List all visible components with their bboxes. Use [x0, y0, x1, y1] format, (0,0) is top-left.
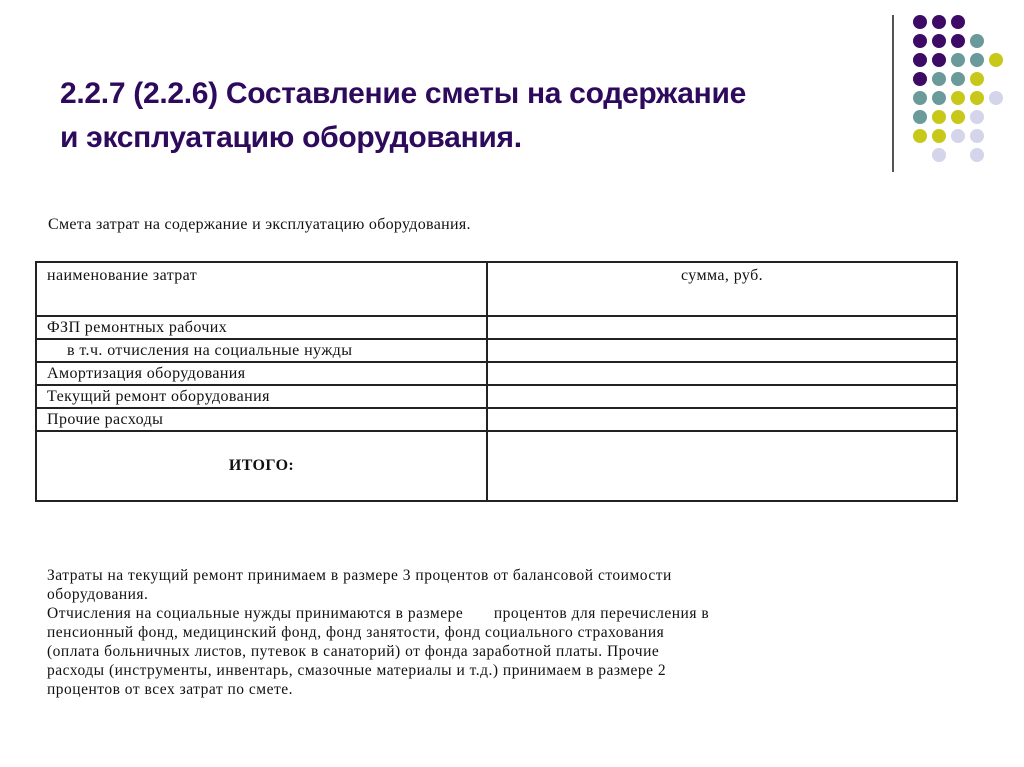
dot-icon	[932, 34, 946, 48]
table-row	[36, 408, 957, 431]
row-name: Текущий ремонт оборудования	[36, 385, 487, 408]
row-name: в т.ч. отчисления на социальные нужды	[36, 339, 487, 362]
total-value	[487, 431, 957, 501]
dot-icon	[913, 110, 927, 124]
dot-icon	[989, 91, 1003, 105]
decorative-divider	[892, 15, 894, 172]
dot-icon	[932, 53, 946, 67]
row-value	[487, 362, 957, 385]
note-line: оборудования.	[47, 586, 149, 603]
dot-icon	[970, 110, 984, 124]
dot-icon	[932, 91, 946, 105]
note-line: пенсионный фонд, медицинский фонд, фонд занятости, фонд социального страхования	[47, 624, 665, 641]
dot-icon	[932, 148, 946, 162]
row-value	[487, 339, 957, 362]
dot-icon	[951, 53, 965, 67]
dot-icon	[970, 53, 984, 67]
note-line: (оплата больничных листов, путевок в санаторий) от фонда заработной платы. Прочие	[47, 643, 660, 660]
dot-icon	[913, 34, 927, 48]
dot-icon	[913, 129, 927, 143]
dot-icon	[970, 34, 984, 48]
header-cost-name: наименование затрат	[36, 262, 487, 316]
dot-icon	[951, 110, 965, 124]
slide-title-line-1: 2.2.7 (2.2.6) Составление сметы на содержание	[60, 77, 747, 110]
dot-icon	[913, 53, 927, 67]
table-total-row	[36, 431, 957, 501]
dot-icon	[913, 15, 927, 29]
dot-icon	[932, 15, 946, 29]
dot-icon	[970, 91, 984, 105]
dot-icon	[970, 72, 984, 86]
dot-icon	[932, 110, 946, 124]
dot-icon	[951, 72, 965, 86]
slide-title	[60, 72, 880, 160]
cost-estimate-table	[35, 261, 958, 502]
row-value	[487, 316, 957, 339]
table-row	[36, 385, 957, 408]
dot-icon	[970, 129, 984, 143]
row-name: Прочие расходы	[36, 408, 487, 431]
dot-icon	[951, 15, 965, 29]
row-value	[487, 385, 957, 408]
slide-title-line-2: и эксплуатацию оборудования.	[60, 121, 522, 154]
table-header-row	[36, 262, 957, 316]
dot-icon	[951, 91, 965, 105]
table-row	[36, 316, 957, 339]
dot-icon	[951, 34, 965, 48]
header-amount: сумма, руб.	[487, 262, 957, 316]
note-line: Затраты на текущий ремонт принимаем в размере 3 процентов от балансовой стоимости	[47, 567, 672, 584]
row-value	[487, 408, 957, 431]
dot-icon	[989, 53, 1003, 67]
dot-icon	[913, 91, 927, 105]
notes-paragraph	[47, 566, 947, 699]
row-name: ФЗП ремонтных рабочих	[36, 316, 487, 339]
table-row	[36, 362, 957, 385]
dot-icon	[913, 72, 927, 86]
dot-icon	[970, 148, 984, 162]
dot-icon	[932, 72, 946, 86]
total-label: ИТОГО:	[36, 431, 487, 501]
row-name: Амортизация оборудования	[36, 362, 487, 385]
note-line: Отчисления на социальные нужды принимаются в размере процентов для перечисления в	[47, 605, 710, 622]
table-row	[36, 339, 957, 362]
note-line: расходы (инструменты, инвентарь, смазочные материалы и т.д.) принимаем в размере 2	[47, 662, 667, 679]
note-line: процентов от всех затрат по смете.	[47, 681, 294, 698]
dot-icon	[932, 129, 946, 143]
dot-icon	[951, 129, 965, 143]
document-subtitle: Смета затрат на содержание и эксплуатацию оборудования.	[48, 216, 471, 233]
